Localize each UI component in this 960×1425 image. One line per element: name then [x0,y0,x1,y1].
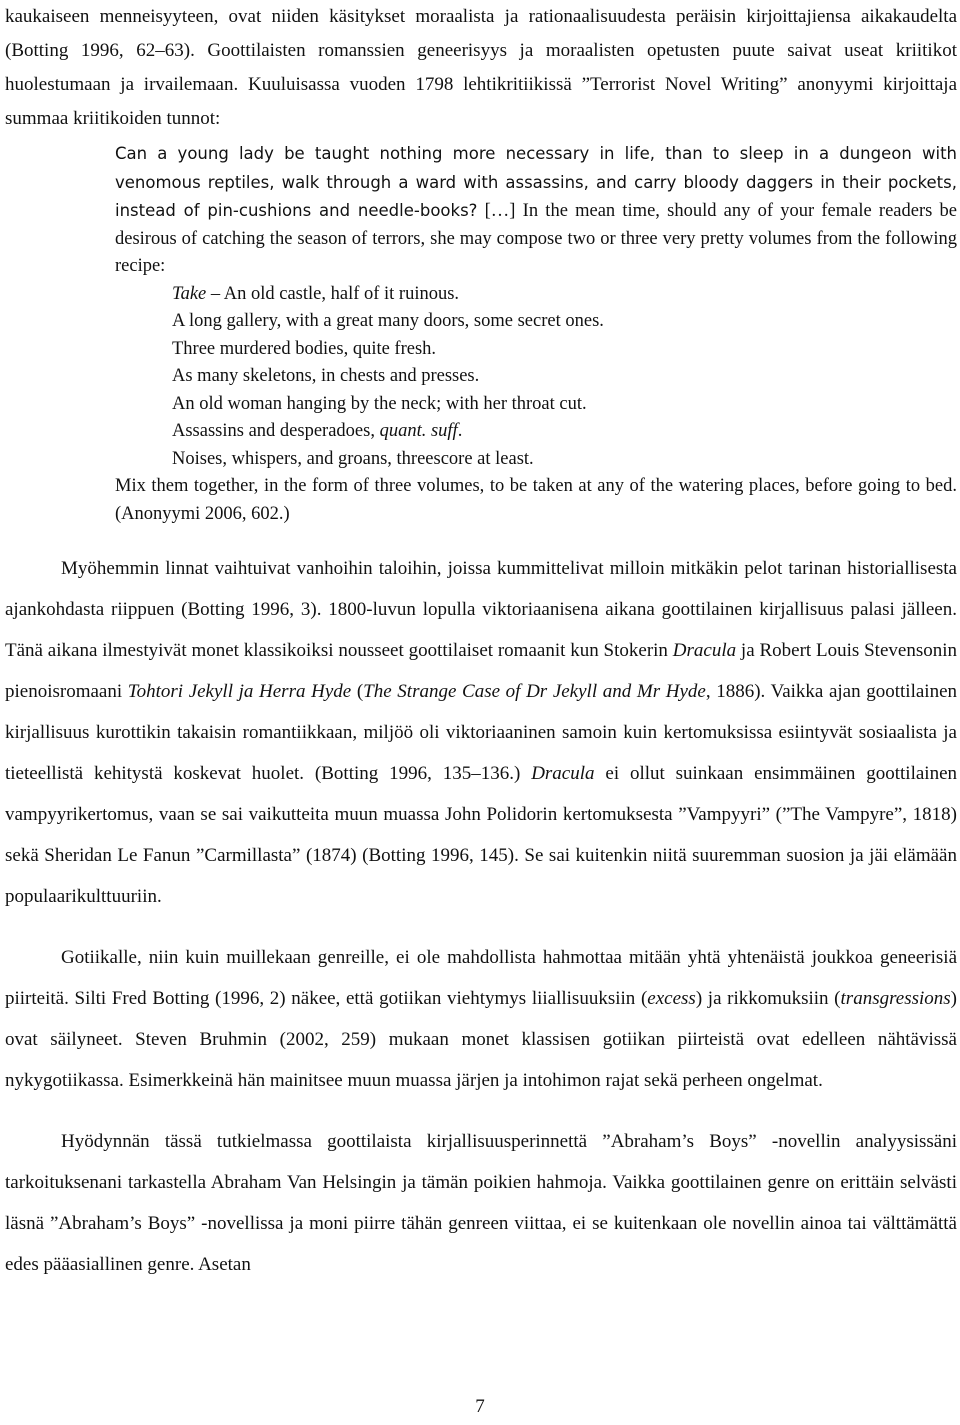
recipe-item: Take – An old castle, half of it ruinous. [172,283,460,304]
recipe-item: Noises, whispers, and groans, threescore at least. [172,448,534,469]
document-page [5,0,957,1285]
paragraph-intro-text: kaukaiseen menneisyyteen, ovat niiden käsitykset moraalista ja rationaalisuudesta peräisin kirjoittajiensa aikakaudelta (Botting 1996, 62–63). Goottilaisten romanssien geneerisyys ja moraalisten opetusten puute saivat useat kriitikot huolestumaan ja irvailemaan. Kuuluisassa vuoden 1798 lehtikritiikissä ”Terrorist Novel Writing” anonyymi kirjoittaja summaa kriitikoiden tunnot: [5,6,957,129]
title-strange-case: The Strange Case of Dr Jekyll and Mr Hyde [363,681,706,702]
term-excess: excess [647,988,696,1009]
recipe-take: Take [172,283,207,304]
recipe-item: A long gallery, with a great many doors, some secret ones. [172,311,604,331]
title-dracula: Dracula [672,640,737,661]
term-transgressions: transgressions [840,988,951,1009]
paragraph-gothic-features: Gotiikalle, niin kuin muillekaan genreille, ei ole mahdollista hahmottaa mitään yhtä yhtenäistä joukkoa geneerisiä piirteitä. Silti Fred Botting (1996, 2) näkee, että gotiikan viehtymys liiallisuuksiin (excess) ja rikkomuksiin (transgressions) ovat säilyneet. Steven Bruhmin (2002, 259) mukaan monet klassisen gotiikan piirteistä ovat edelleen nähtävissä nykygotiikassa. Esimerkkeinä hän mainitsee muun muassa järjen ja intohimon rajat sekä perheen ongelmat. [5,947,957,1091]
recipe-item: An old woman hanging by the neck; with her throat cut. [172,393,587,414]
paragraph-thesis: Hyödynnän tässä tutkielmassa goottilaista kirjallisuusperinnettä ”Abraham’s Boys” -novellin analyysissäni tarkoituksenani tarkastella Abraham Van Helsingin ja tämän poikien hahmoja. Vaikka goottilainen genre on erittäin selvästi läsnä ”Abraham’s Boys” -novellissa ja moni piirre tähän genreen viittaa, ei se kuitenkaan ole novellin ainoa tai välttämättä edes pääasiallinen genre. Asetan [5,1131,957,1275]
page-number: 7 [475,1396,485,1417]
recipe-list [172,281,957,474]
recipe-item: As many skeletons, in chests and presses. [172,366,480,386]
quote-text-serif: […] In the mean time, should any of your female readers be desirous of catching the season of terrors, she may compose two or three very pretty volumes from the following recipe: [115,201,957,276]
paragraph-intro [5,0,957,136]
title-dracula-2: Dracula [531,763,595,784]
recipe-item: Assassins and desperadoes, quant. suff. [172,421,463,441]
recipe-item: Three murdered bodies, quite fresh. [172,338,437,359]
quote-ending: Mix them together, in the form of three volumes, to be taken at any of the watering places, before going to bed. (Anonyymi 2006, 602.) [115,476,957,524]
block-quote [115,140,957,528]
paragraph-victorian: Myöhemmin linnat vaihtuivat vanhoihin taloihin, joissa kummittelivat milloin mitkäkin pelot tarinan historiallisesta ajankohdasta riippuen (Botting 1996, 3). 1800-luvun lopulla viktoriaanisena aikana goottilainen kirjallisuus palasi jälleen. Tänä aikana ilmestyivät monet klassikoiksi nousseet goottilaiset romaanit kun Stokerin Dracula ja Robert Louis Stevensonin pienoisromaani Tohtori Jekyll ja Herra Hyde (The Strange Case of Dr Jekyll and Mr Hyde, 1886). Vaikka ajan goottilainen kirjallisuus kurottikin takaisin romantiikkaan, miljöö oli viktoriaaninen samoin kuin kertomuksissa esiintyvät sosiaalista ja tieteellistä kehitystä koskevat huolet. (Botting 1996, 135–136.) Dracula ei ollut suinkaan ensimmäinen goottilainen vampyyrikertomus, vaan se sai vaikutteita muun muassa John Polidorin kertomuksesta ”Vampyyri” (”The Vampyre”, 1818) sekä Sheridan Le Fanun ”Carmillasta” (1874) (Botting 1996, 145). Se sai kuitenkin niitä suuremman suosion ja jäi elämään populaarikulttuuriin. [5,558,958,907]
title-jekyll: Tohtori Jekyll ja Herra Hyde [127,681,352,702]
quote-text-sans: Can a young lady be taught nothing more necessary in life, than to sleep in a dungeon with venomous reptiles, walk through a ward with assassins, and carry bloody daggers in their pockets, instead of pin-cushions and needle-books? [115,144,957,220]
